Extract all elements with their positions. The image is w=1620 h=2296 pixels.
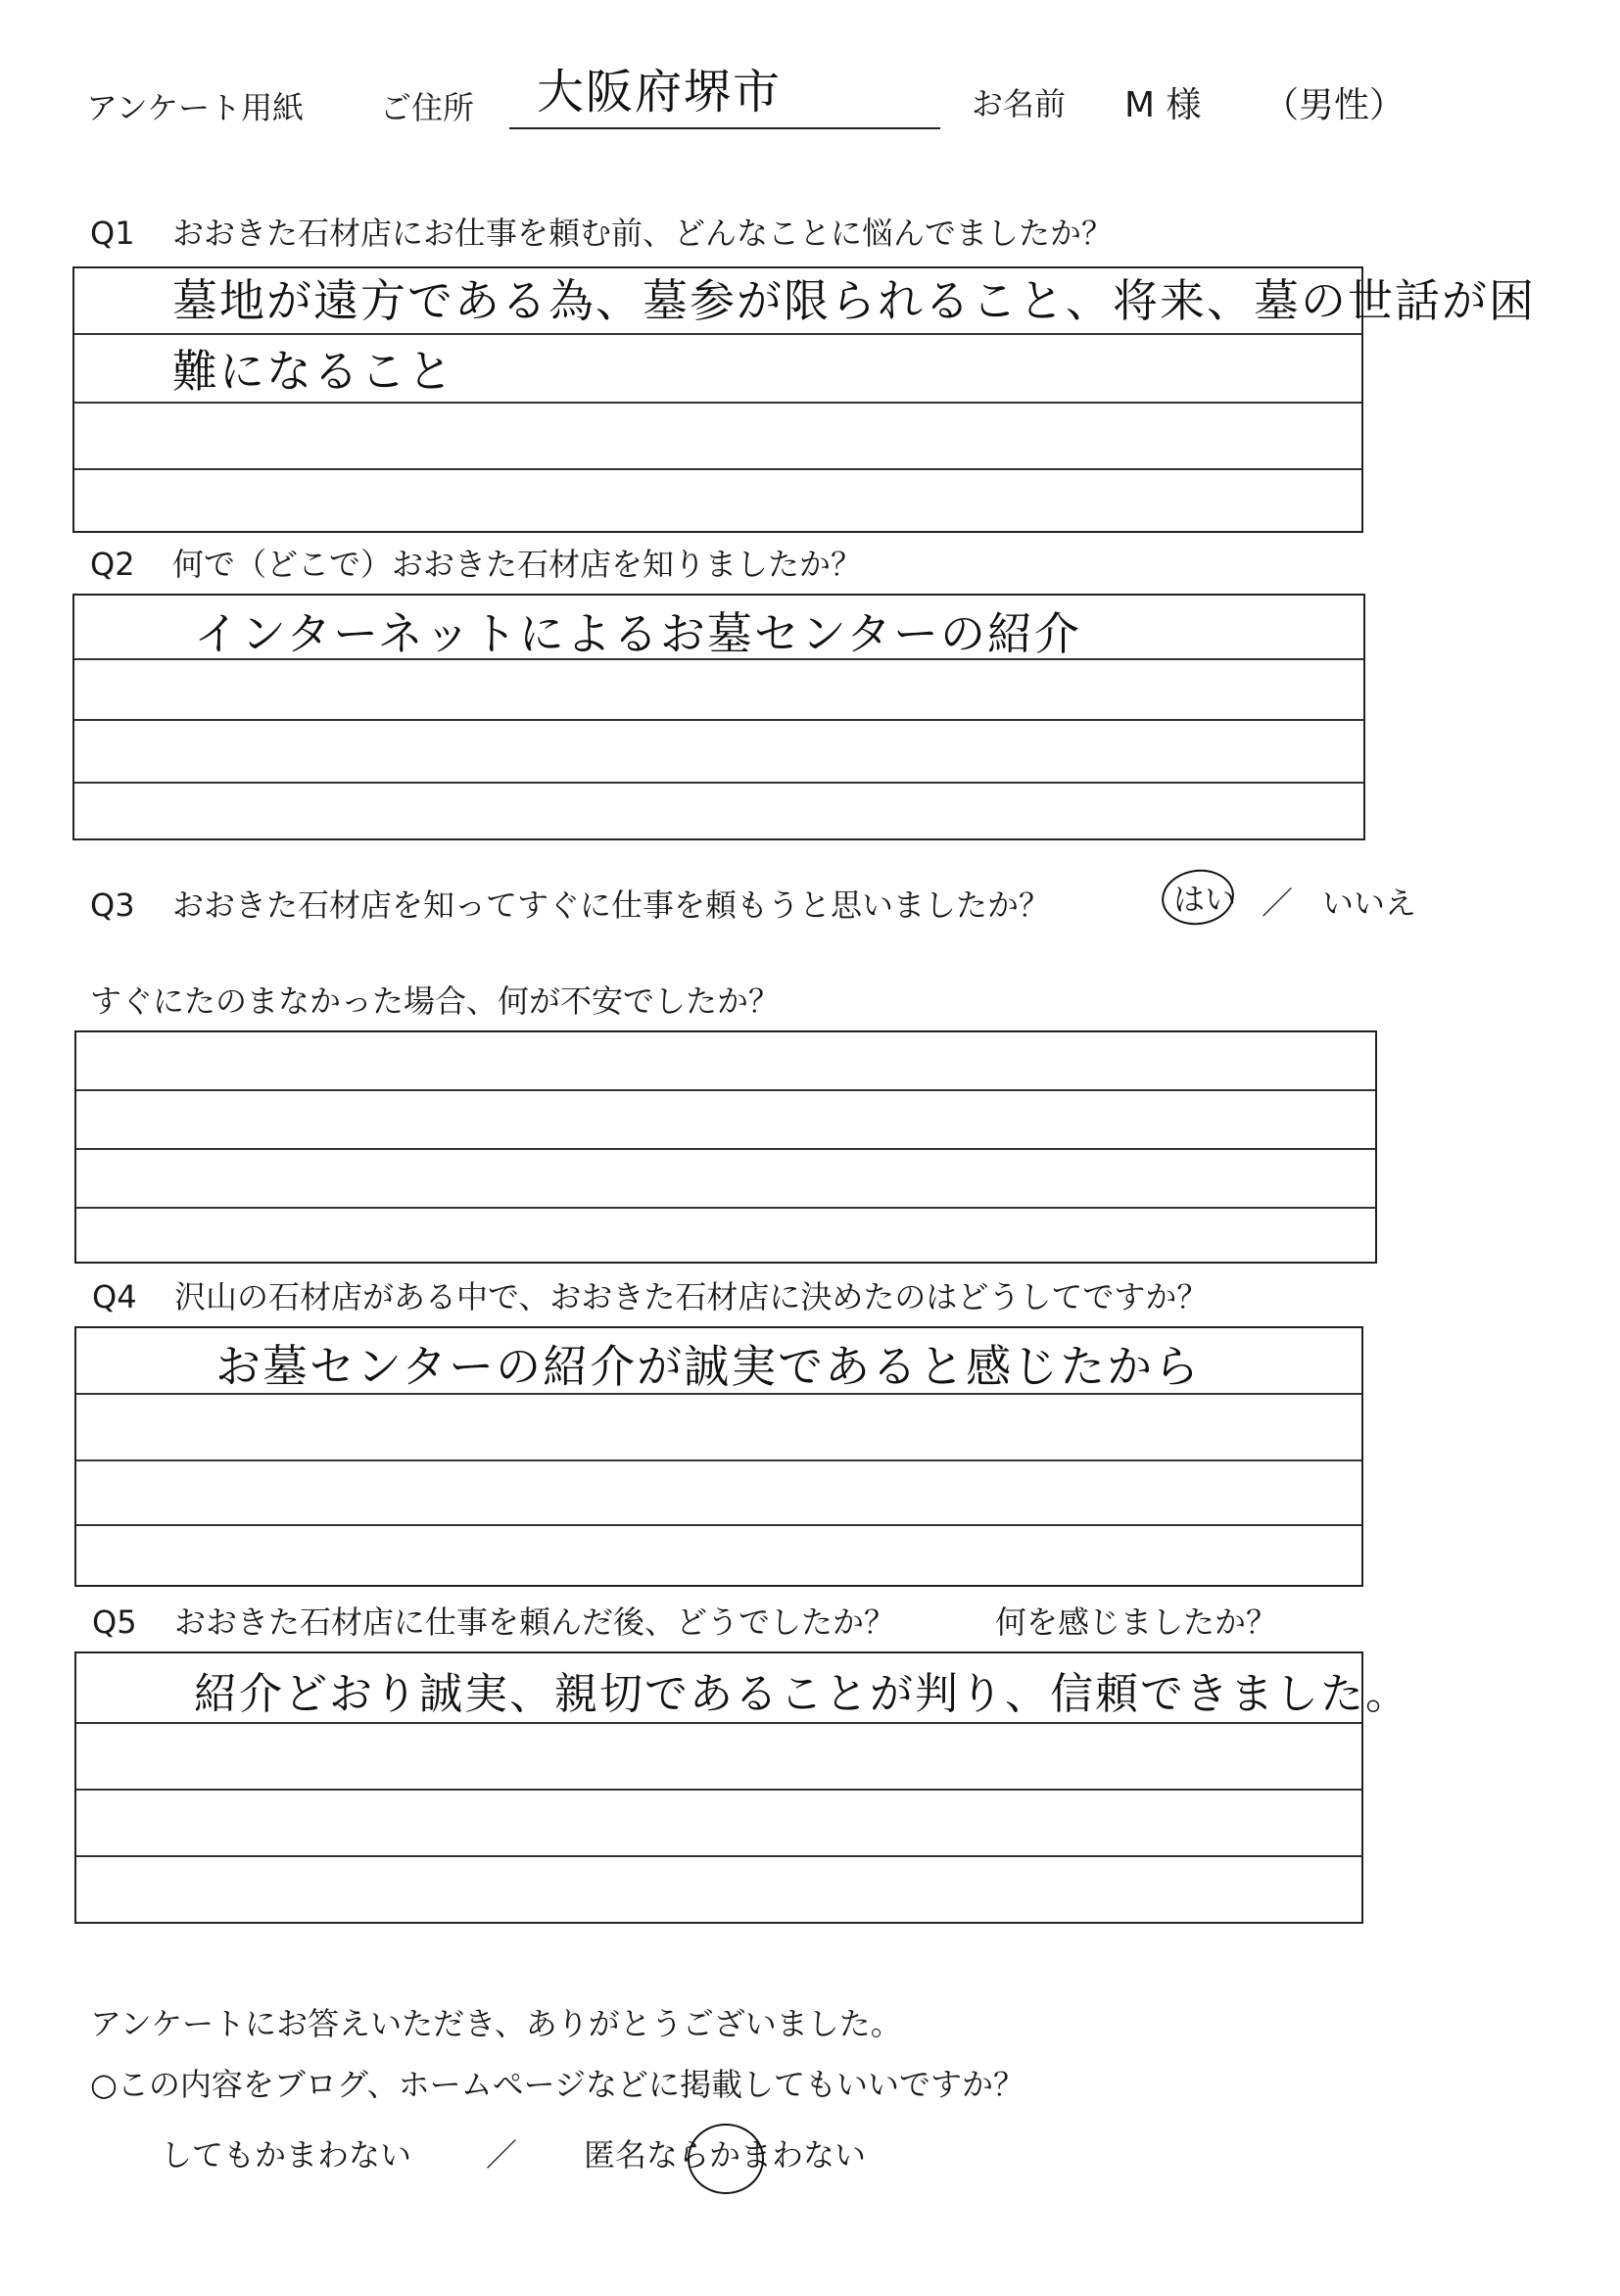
q5-line [76, 1789, 1361, 1791]
gender-label: （男性） [1263, 85, 1406, 125]
q5-line [76, 1855, 1361, 1857]
q3-slash: ／ [1262, 885, 1294, 922]
permission-anon-option[interactable]: 匿名ならかまわない [584, 2136, 867, 2174]
q3-number: Q3 [90, 886, 135, 924]
q2-line [74, 719, 1363, 721]
q3-question: おおきた石材店を知ってすぐに仕事を頼もうと思いましたか？ [172, 886, 1051, 924]
permission-question: ○この内容をブログ、ホームページなどに掲載してもいいですか？ [90, 2066, 1025, 2103]
name-value: M 様 [1124, 85, 1202, 125]
q1-line [74, 333, 1361, 335]
address-label: ご住所 [380, 89, 475, 126]
q3-line [76, 1089, 1375, 1091]
q3-yes-circle [1158, 865, 1237, 930]
q1-line [74, 402, 1361, 404]
q3-yes-option[interactable]: はい [1173, 881, 1237, 918]
q4-answer-line-1: お墓センターの紹介が誠実であると感じたから [215, 1340, 1202, 1393]
q5-answer-line-1: 紹介どおり誠実、親切であることが判り、信頼できました。 [194, 1669, 1410, 1719]
form-title: アンケート用紙 [86, 89, 305, 126]
permission-anon-circle [688, 2124, 764, 2194]
permission-slash: ／ [486, 2136, 518, 2174]
q5-question: おおきた石材店に仕事を頼んだ後、どうでしたか？ [174, 1603, 896, 1641]
q1-answer-line-2: 難になること [172, 345, 454, 398]
q4-line [76, 1393, 1361, 1395]
q5-number: Q5 [92, 1603, 137, 1641]
thanks-message: アンケートにお答えいただき、ありがとうございました。 [90, 2005, 902, 2042]
q1-answer-line-1: 墓地が遠方である為、墓参が限られること、将来、墓の世話が困 [172, 274, 1536, 327]
q5-question-2: 何を感じましたか？ [995, 1603, 1278, 1641]
q3-followup-question: すぐにたのまなかった場合、何が不安でしたか？ [90, 982, 781, 1020]
q4-line [76, 1524, 1361, 1526]
address-value: 大阪府堺市 [537, 65, 783, 120]
q1-question: おおきた石材店にお仕事を頼む前、どんなことに悩んでましたか？ [172, 215, 1114, 252]
q1-line [74, 468, 1361, 470]
q2-line [74, 782, 1363, 784]
permission-ok-option[interactable]: してもかまわない [161, 2136, 412, 2174]
q4-question: 沢山の石材店がある中で、おおきた石材店に決めたのはどうしてですか？ [174, 1278, 1209, 1315]
q3-line [76, 1207, 1375, 1209]
name-label: お名前 [972, 85, 1067, 122]
q2-question: 何で（どこで）おおきた石材店を知りましたか？ [172, 546, 863, 583]
address-underline [509, 127, 940, 129]
q2-number: Q2 [90, 546, 135, 583]
q2-answer-line-1: インターネットによるお墓センターの紹介 [194, 607, 1082, 660]
q3-no-option[interactable]: いいえ [1322, 885, 1417, 922]
q3-followup-answer-box [74, 1030, 1377, 1264]
q4-number: Q4 [92, 1278, 137, 1315]
q3-line [76, 1148, 1375, 1150]
q4-line [76, 1459, 1361, 1461]
q5-line [76, 1722, 1361, 1724]
q1-number: Q1 [90, 215, 135, 252]
